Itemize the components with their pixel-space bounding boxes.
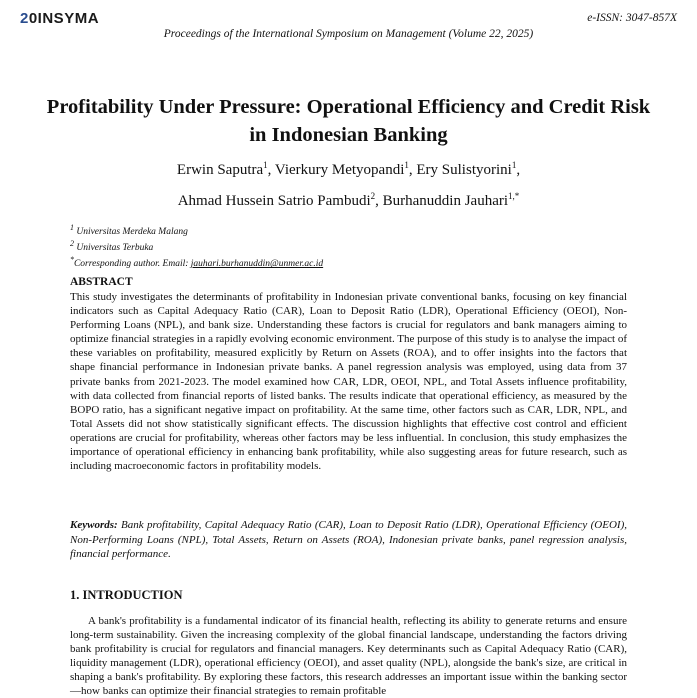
- author-list: Erwin Saputra$^1$, Vierkury Metyopandi$^1$, Ery Sulistyorini$^1$, Ahmad Hussein Satrio Pambudi$^2$, Burhanuddin Jauhari$^{1,*}$: [176, 160, 521, 209]
- section-heading-introduction: 1. INTRODUCTION: [70, 588, 183, 602]
- affiliation-1: $^1$ Universitas Merdeka Malang: [70, 223, 188, 238]
- keywords-list: Bank profitability, Capital Adequacy Ratio (CAR), Loan to Deposit Ratio (LDR), Operational Efficiency (OEOI), Non-Performing Loans (NPL), Total Assets, Return on Assets (ROA), Indonesian private banks, panel regression analysis, financial performance.: [70, 519, 627, 560]
- paper-title: Profitability Under Pressure: Operational Efficiency and Credit Risk in Indonesian Banking: [46, 96, 651, 146]
- abstract-heading: ABSTRACT: [70, 276, 133, 288]
- proceedings-line: Proceedings of the International Symposium on Management (Volume 22, 2025): [163, 28, 534, 40]
- author-name: Ery Sulistyorini: [416, 162, 512, 178]
- author-name: Ahmad Hussein Satrio Pambudi: [177, 193, 371, 209]
- author-name: Burhanuddin Jauhari: [382, 193, 509, 209]
- email-link[interactable]: jauhari.burhanuddin@unmer.ac.id: [190, 259, 324, 270]
- corresponding-author: *Corresponding author. Email: jauhari.burhanuddin@unmer.ac.id: [70, 255, 324, 270]
- affiliation-2: $^2$ Universitas Terbuka: [70, 239, 154, 254]
- issn-label: e-ISSN: 3047-857X: [587, 12, 677, 24]
- author-name: Erwin Saputra: [176, 162, 264, 178]
- insyma-logo: 20INSYMA: [20, 10, 100, 27]
- keywords: [70, 518, 627, 562]
- introduction-body: A bank's profitability is a fundamental indicator of its financial health, reflecting its ability to generate returns and ensure long-term sustainability. Given the increasing complexity of the global financial landscape, understanding the factors driving bank profitability is crucial for regulators and financial managers. Key determinants such as Capital Adequacy Ratio (CAR), liquidity management (LDR), operational efficiency (OEOI), and asset quality (NPL), alongside the bank's size, are critical in shaping a bank's profitability. By exploring these factors, this research addresses an important issue within the banking sector—how banks can optimize their financial strategies to remain profitable: [70, 615, 627, 697]
- abstract-body: This study investigates the determinants of profitability in Indonesian private conventional banks, focusing on key financial indicators such as Capital Adequacy Ratio (CAR), Loan to Deposit Ratio (LDR), Operational Efficiency (OEOI), Non-Performing Loans (NPL), and bank size. Understanding these factors is crucial for regulators and bank managers aiming to optimize financial strategies in a rapidly evolving economic environment. The purpose of this study is to analyse the impact of these variables on profitability, measured explicitly by Return on Assets (ROA), and to offer insights into the factors that shape financial performance in Indonesian private banks. A panel regression analysis was employed, using data from 37 private banks from 2021-2023. The model examined how CAR, LDR, OEOI, NPL, and Total Assets influence profitability, with data collected from financial reports of listed banks. The results indicate that operational efficiency, as measured by the BOPO ratio, has a significant negative impact on profitability. At the same time, other factors such as CAR, LDR, NPL, and Total Assets did not show statistically significant effects. The discussion highlights that effective cost control and efficient operations are crucial for profitability, whereas other factors may be less influential. In conclusion, this study emphasizes the importance of operational efficiency in enhancing bank profitability, while also suggesting areas for future research, such as including macroeconomic factors in profitability models.: [70, 291, 627, 473]
- keywords-label: Keywords:: [70, 519, 118, 531]
- page-header: [20, 8, 677, 30]
- affiliations: [70, 222, 323, 270]
- author-name: Vierkury Metyopandi: [274, 162, 405, 178]
